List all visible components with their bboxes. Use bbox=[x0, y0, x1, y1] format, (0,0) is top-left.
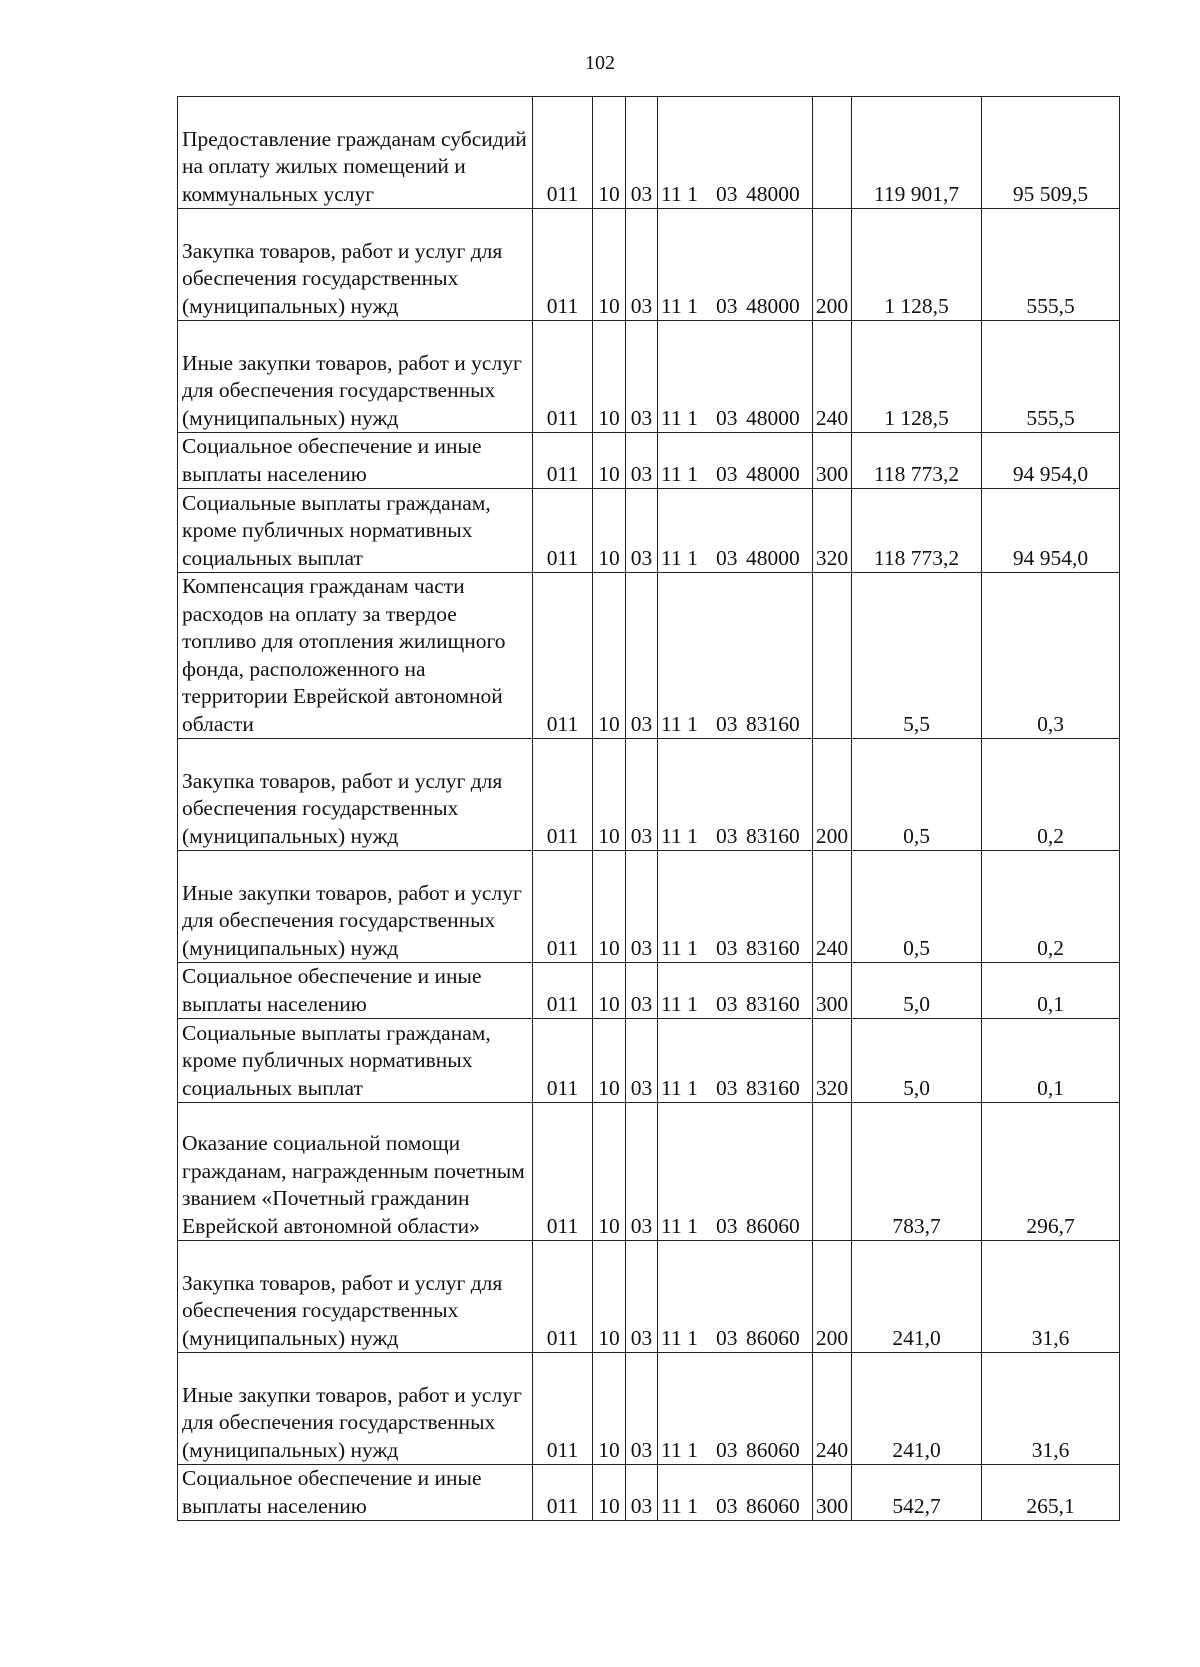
target-article-program: 11 1 bbox=[661, 1325, 698, 1350]
expense-name-cell: Иные закупки товаров, работ и услуг для обеспечения государственных (муниципальных) нужд bbox=[178, 851, 533, 963]
amount-actual-cell: 0,2 bbox=[982, 851, 1120, 963]
expense-type-cell: 240 bbox=[813, 1353, 852, 1465]
grbs-code-cell: 011 bbox=[533, 97, 593, 209]
amount-actual-cell: 0,1 bbox=[982, 1019, 1120, 1103]
target-article-program: 11 1 bbox=[661, 1493, 698, 1518]
target-article-cell bbox=[658, 433, 813, 489]
target-article-subprogram: 03 bbox=[716, 293, 738, 318]
expense-type-cell: 300 bbox=[813, 1465, 852, 1521]
target-article-cell bbox=[658, 1103, 813, 1241]
amount-actual-cell: 31,6 bbox=[982, 1241, 1120, 1353]
target-article-direction: 86060 bbox=[746, 1325, 800, 1350]
table-row bbox=[178, 97, 1120, 209]
target-article-subprogram: 03 bbox=[716, 545, 738, 570]
grbs-code-cell: 011 bbox=[533, 1241, 593, 1353]
amount-actual-cell: 555,5 bbox=[982, 209, 1120, 321]
amount-plan-cell: 241,0 bbox=[852, 1353, 982, 1465]
target-article-direction: 83160 bbox=[746, 711, 800, 736]
target-article-program: 11 1 bbox=[661, 461, 698, 486]
target-article-cell bbox=[658, 1465, 813, 1521]
target-article-direction: 83160 bbox=[746, 1075, 800, 1100]
amount-plan-cell: 118 773,2 bbox=[852, 433, 982, 489]
target-article-direction: 86060 bbox=[746, 1493, 800, 1518]
section-code-cell: 10 bbox=[593, 321, 626, 433]
table-row bbox=[178, 433, 1120, 489]
target-article-subprogram: 03 bbox=[716, 711, 738, 736]
section-code-cell: 10 bbox=[593, 97, 626, 209]
expense-name-cell: Социальное обеспечение и иные выплаты населению bbox=[178, 1465, 533, 1521]
amount-actual-cell: 0,2 bbox=[982, 739, 1120, 851]
target-article-direction: 48000 bbox=[746, 461, 800, 486]
amount-plan-cell: 1 128,5 bbox=[852, 321, 982, 433]
amount-plan-cell: 5,0 bbox=[852, 1019, 982, 1103]
table-row bbox=[178, 489, 1120, 573]
target-article-program: 11 1 bbox=[661, 405, 698, 430]
subsection-code-cell: 03 bbox=[626, 97, 658, 209]
subsection-code-cell: 03 bbox=[626, 1353, 658, 1465]
amount-actual-cell: 0,1 bbox=[982, 963, 1120, 1019]
expense-type-cell: 300 bbox=[813, 433, 852, 489]
table-row bbox=[178, 321, 1120, 433]
target-article-direction: 83160 bbox=[746, 935, 800, 960]
expense-type-cell bbox=[813, 97, 852, 209]
table-row bbox=[178, 1103, 1120, 1241]
amount-plan-cell: 1 128,5 bbox=[852, 209, 982, 321]
target-article-cell bbox=[658, 1353, 813, 1465]
grbs-code-cell: 011 bbox=[533, 433, 593, 489]
target-article-program: 11 1 bbox=[661, 1213, 698, 1238]
expense-type-cell bbox=[813, 1103, 852, 1241]
amount-actual-cell: 94 954,0 bbox=[982, 433, 1120, 489]
section-code-cell: 10 bbox=[593, 851, 626, 963]
expense-type-cell: 300 bbox=[813, 963, 852, 1019]
grbs-code-cell: 011 bbox=[533, 851, 593, 963]
expense-name-cell: Закупка товаров, работ и услуг для обеспечения государственных (муниципальных) нужд bbox=[178, 739, 533, 851]
amount-actual-cell: 31,6 bbox=[982, 1353, 1120, 1465]
section-code-cell: 10 bbox=[593, 739, 626, 851]
section-code-cell: 10 bbox=[593, 573, 626, 739]
amount-plan-cell: 0,5 bbox=[852, 851, 982, 963]
grbs-code-cell: 011 bbox=[533, 573, 593, 739]
target-article-direction: 48000 bbox=[746, 405, 800, 430]
expense-name-cell: Социальные выплаты гражданам, кроме публичных нормативных социальных выплат bbox=[178, 489, 533, 573]
amount-plan-cell: 5,5 bbox=[852, 573, 982, 739]
expense-type-cell: 200 bbox=[813, 1241, 852, 1353]
subsection-code-cell: 03 bbox=[626, 1465, 658, 1521]
expense-name-cell: Закупка товаров, работ и услуг для обеспечения государственных (муниципальных) нужд bbox=[178, 1241, 533, 1353]
amount-plan-cell: 5,0 bbox=[852, 963, 982, 1019]
target-article-subprogram: 03 bbox=[716, 181, 738, 206]
target-article-cell bbox=[658, 963, 813, 1019]
subsection-code-cell: 03 bbox=[626, 209, 658, 321]
amount-actual-cell: 94 954,0 bbox=[982, 489, 1120, 573]
target-article-cell bbox=[658, 489, 813, 573]
target-article-subprogram: 03 bbox=[716, 1075, 738, 1100]
target-article-subprogram: 03 bbox=[716, 405, 738, 430]
subsection-code-cell: 03 bbox=[626, 851, 658, 963]
grbs-code-cell: 011 bbox=[533, 739, 593, 851]
table-row bbox=[178, 573, 1120, 739]
subsection-code-cell: 03 bbox=[626, 739, 658, 851]
subsection-code-cell: 03 bbox=[626, 963, 658, 1019]
expense-name-cell: Оказание социальной помощи гражданам, награжденным почетным званием «Почетный гражданин Еврейской автономной области» bbox=[178, 1103, 533, 1241]
amount-actual-cell: 555,5 bbox=[982, 321, 1120, 433]
section-code-cell: 10 bbox=[593, 1353, 626, 1465]
page-number: 102 bbox=[585, 52, 615, 74]
target-article-program: 11 1 bbox=[661, 1075, 698, 1100]
expense-type-cell bbox=[813, 573, 852, 739]
target-article-cell bbox=[658, 209, 813, 321]
target-article-program: 11 1 bbox=[661, 935, 698, 960]
table-row bbox=[178, 1241, 1120, 1353]
amount-actual-cell: 265,1 bbox=[982, 1465, 1120, 1521]
target-article-subprogram: 03 bbox=[716, 1437, 738, 1462]
subsection-code-cell: 03 bbox=[626, 573, 658, 739]
expense-name-cell: Предоставление гражданам субсидий на оплату жилых помещений и коммунальных услуг bbox=[178, 97, 533, 209]
section-code-cell: 10 bbox=[593, 1241, 626, 1353]
target-article-direction: 48000 bbox=[746, 293, 800, 318]
grbs-code-cell: 011 bbox=[533, 321, 593, 433]
subsection-code-cell: 03 bbox=[626, 321, 658, 433]
amount-plan-cell: 118 773,2 bbox=[852, 489, 982, 573]
section-code-cell: 10 bbox=[593, 1019, 626, 1103]
target-article-cell bbox=[658, 573, 813, 739]
table-body bbox=[178, 97, 1120, 1521]
expense-type-cell: 200 bbox=[813, 739, 852, 851]
target-article-cell bbox=[658, 739, 813, 851]
expense-name-cell: Закупка товаров, работ и услуг для обеспечения государственных (муниципальных) нужд bbox=[178, 209, 533, 321]
grbs-code-cell: 011 bbox=[533, 1465, 593, 1521]
subsection-code-cell: 03 bbox=[626, 1103, 658, 1241]
target-article-cell bbox=[658, 1019, 813, 1103]
target-article-cell bbox=[658, 851, 813, 963]
table-row bbox=[178, 1465, 1120, 1521]
target-article-direction: 86060 bbox=[746, 1213, 800, 1238]
expense-type-cell: 240 bbox=[813, 321, 852, 433]
table-row bbox=[178, 209, 1120, 321]
expense-name-cell: Иные закупки товаров, работ и услуг для обеспечения государственных (муниципальных) нужд bbox=[178, 321, 533, 433]
table-row bbox=[178, 1353, 1120, 1465]
table-row bbox=[178, 739, 1120, 851]
target-article-program: 11 1 bbox=[661, 181, 698, 206]
expense-name-cell: Компенсация гражданам части расходов на оплату за твердое топливо для отопления жилищного фонда, расположенного на территории Еврейской автономной области bbox=[178, 573, 533, 739]
expense-name-cell: Социальное обеспечение и иные выплаты населению bbox=[178, 433, 533, 489]
target-article-subprogram: 03 bbox=[716, 1493, 738, 1518]
expense-type-cell: 320 bbox=[813, 1019, 852, 1103]
grbs-code-cell: 011 bbox=[533, 489, 593, 573]
target-article-program: 11 1 bbox=[661, 991, 698, 1016]
target-article-program: 11 1 bbox=[661, 1437, 698, 1462]
target-article-program: 11 1 bbox=[661, 545, 698, 570]
amount-actual-cell: 296,7 bbox=[982, 1103, 1120, 1241]
section-code-cell: 10 bbox=[593, 489, 626, 573]
expense-name-cell: Иные закупки товаров, работ и услуг для обеспечения государственных (муниципальных) нужд bbox=[178, 1353, 533, 1465]
target-article-subprogram: 03 bbox=[716, 1213, 738, 1238]
section-code-cell: 10 bbox=[593, 1465, 626, 1521]
subsection-code-cell: 03 bbox=[626, 433, 658, 489]
budget-table bbox=[177, 96, 1120, 1521]
amount-actual-cell: 0,3 bbox=[982, 573, 1120, 739]
grbs-code-cell: 011 bbox=[533, 963, 593, 1019]
grbs-code-cell: 011 bbox=[533, 1103, 593, 1241]
target-article-direction: 86060 bbox=[746, 1437, 800, 1462]
expense-name-cell: Социальные выплаты гражданам, кроме публичных нормативных социальных выплат bbox=[178, 1019, 533, 1103]
expense-type-cell: 200 bbox=[813, 209, 852, 321]
target-article-subprogram: 03 bbox=[716, 1325, 738, 1350]
section-code-cell: 10 bbox=[593, 433, 626, 489]
subsection-code-cell: 03 bbox=[626, 1241, 658, 1353]
table-row bbox=[178, 963, 1120, 1019]
grbs-code-cell: 011 bbox=[533, 1019, 593, 1103]
target-article-subprogram: 03 bbox=[716, 991, 738, 1016]
target-article-direction: 83160 bbox=[746, 823, 800, 848]
amount-plan-cell: 783,7 bbox=[852, 1103, 982, 1241]
amount-actual-cell: 95 509,5 bbox=[982, 97, 1120, 209]
target-article-program: 11 1 bbox=[661, 293, 698, 318]
amount-plan-cell: 241,0 bbox=[852, 1241, 982, 1353]
target-article-subprogram: 03 bbox=[716, 823, 738, 848]
amount-plan-cell: 119 901,7 bbox=[852, 97, 982, 209]
target-article-subprogram: 03 bbox=[716, 935, 738, 960]
amount-plan-cell: 542,7 bbox=[852, 1465, 982, 1521]
amount-plan-cell: 0,5 bbox=[852, 739, 982, 851]
target-article-direction: 48000 bbox=[746, 181, 800, 206]
grbs-code-cell: 011 bbox=[533, 1353, 593, 1465]
section-code-cell: 10 bbox=[593, 963, 626, 1019]
expense-type-cell: 320 bbox=[813, 489, 852, 573]
target-article-cell bbox=[658, 1241, 813, 1353]
target-article-program: 11 1 bbox=[661, 823, 698, 848]
grbs-code-cell: 011 bbox=[533, 209, 593, 321]
expense-type-cell: 240 bbox=[813, 851, 852, 963]
target-article-direction: 83160 bbox=[746, 991, 800, 1016]
target-article-direction: 48000 bbox=[746, 545, 800, 570]
target-article-subprogram: 03 bbox=[716, 461, 738, 486]
table-row bbox=[178, 851, 1120, 963]
target-article-cell bbox=[658, 321, 813, 433]
subsection-code-cell: 03 bbox=[626, 1019, 658, 1103]
table-row bbox=[178, 1019, 1120, 1103]
target-article-program: 11 1 bbox=[661, 711, 698, 736]
expense-name-cell: Социальное обеспечение и иные выплаты населению bbox=[178, 963, 533, 1019]
section-code-cell: 10 bbox=[593, 1103, 626, 1241]
target-article-cell bbox=[658, 97, 813, 209]
section-code-cell: 10 bbox=[593, 209, 626, 321]
subsection-code-cell: 03 bbox=[626, 489, 658, 573]
